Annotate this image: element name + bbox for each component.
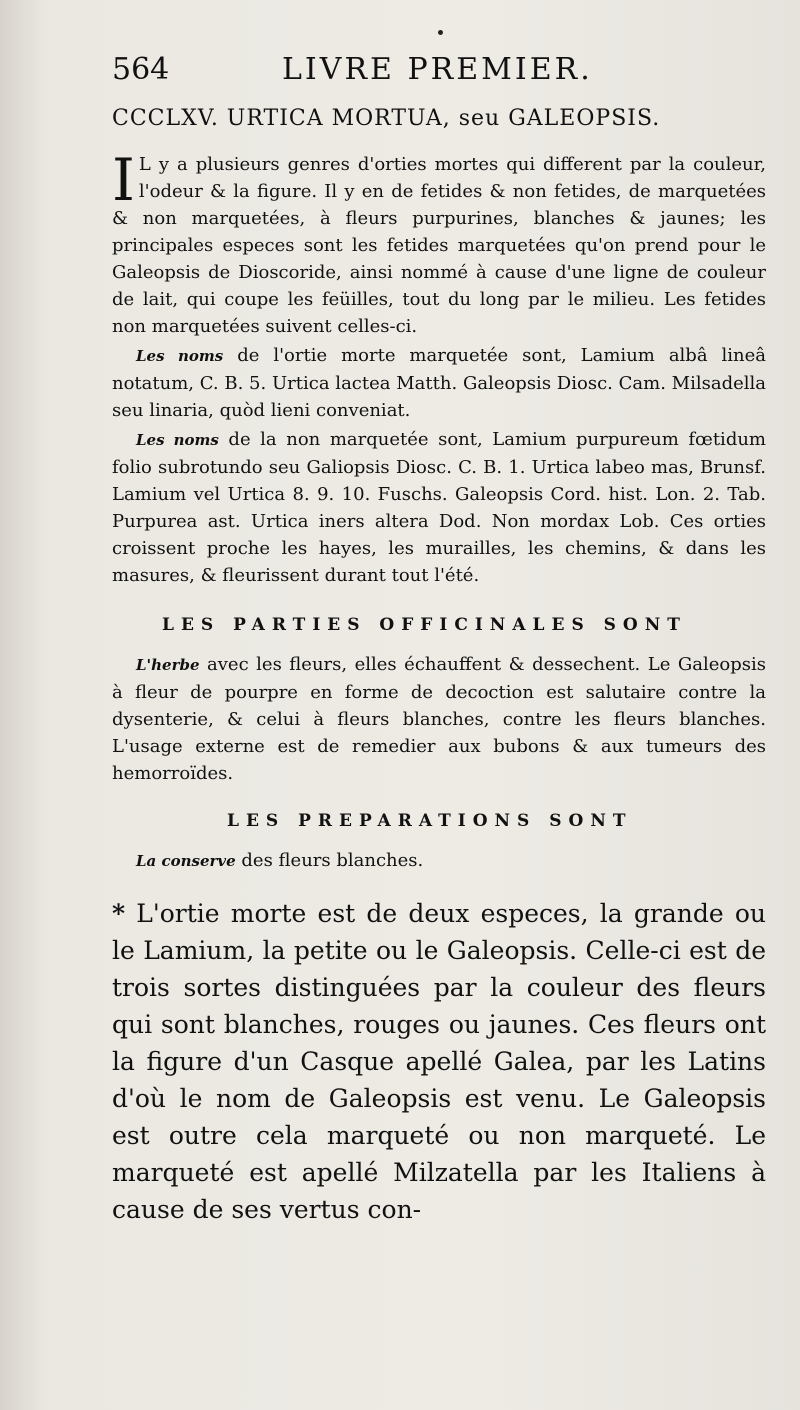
article-title: CCCLXV. URTICA MORTUA, seu GALEOPSIS. bbox=[112, 106, 661, 131]
parties-paragraph bbox=[112, 651, 766, 787]
running-title: LIVRE PREMIER. bbox=[282, 52, 593, 87]
page-number: 564 bbox=[112, 52, 170, 87]
section-heading-parties: LES PARTIES OFFICINALES SONT bbox=[162, 615, 687, 635]
preparations-paragraph bbox=[112, 847, 766, 875]
preparations-lead: La conserve bbox=[136, 852, 236, 870]
asterisk-mark: * bbox=[112, 899, 126, 928]
names-paragraph-1 bbox=[112, 342, 766, 424]
section-heading-preparations: LES PREPARATIONS SONT bbox=[227, 811, 633, 831]
names-lead-2: Les noms bbox=[136, 431, 219, 449]
names-text-2: de la non marquetée sont, Lamium purpureum fœtidum folio subrotundo seu Galiopsis Diosc. C. B. 1. Urtica labeo mas, Brunsf. Lamium vel Urtica 8. 9. 10. Fuschs. Galeopsis Cord. hist. Lon. 2. Tab. Purpurea ast. Urtica iners altera Dod. Non mordax Lob. Ces orties croissent proche les hayes, les murailles, les chemins, & dans les masures, & fleurissent durant tout l'été. bbox=[112, 429, 766, 586]
names-paragraph-2 bbox=[112, 426, 766, 589]
drop-cap: I bbox=[112, 146, 135, 214]
ink-dot bbox=[438, 30, 443, 35]
names-text-1: de l'ortie morte marquetée sont, Lamium albâ lineâ notatum, C. B. 5. Urtica lactea Matth. Galeopsis Diosc. Cam. Milsadella seu linaria, quòd lieni conveniat. bbox=[112, 345, 767, 421]
footnote-text: L'ortie morte est de deux especes, la grande ou le Lamium, la petite ou le Galeopsis. Celle-ci est de trois sortes distinguées par la couleur des fleurs qui sont blanches, rouges ou jaunes. Ces fleurs ont la figure d'un Casque apellé Galea, par les Latins d'où le nom de Galeopsis est venu. Le Galeopsis est outre cela marqueté ou non marqueté. Le marqueté est apellé Milzatella par les Italiens à cause de ses vertus con- bbox=[112, 899, 766, 1224]
preparations-text: des fleurs blanches. bbox=[235, 850, 424, 871]
intro-paragraph bbox=[112, 146, 766, 340]
parties-text: avec les fleurs, elles échauffent & dessechent. Le Galeopsis à fleur de pourpre en forme de decoction est salutaire contre la dysenterie, & celui à fleurs blanches, contre les fleurs blanches. L'usage externe est de remedier aux bubons & aux tumeurs des hemorroïdes. bbox=[112, 654, 766, 784]
intro-text: L y a plusieurs genres d'orties mortes qui different par la couleur, l'odeur & la figure. Il y en de fetides & non fetides, de marquetées & non marquetées, à fleurs purpurines, blanches & jaunes; les principales especes sont les fetides marquetées qu'on prend pour le Galeopsis de Dioscoride, ainsi nommé à cause d'une ligne de couleur de lait, qui coupe les feüilles, tout du long par le milieu. Les fetides non marquetées suivent celles-ci. bbox=[112, 154, 766, 337]
names-lead-1: Les noms bbox=[136, 347, 224, 365]
parties-lead: L'herbe bbox=[136, 656, 200, 674]
footnote-paragraph bbox=[112, 895, 766, 1228]
page-header bbox=[112, 52, 766, 100]
